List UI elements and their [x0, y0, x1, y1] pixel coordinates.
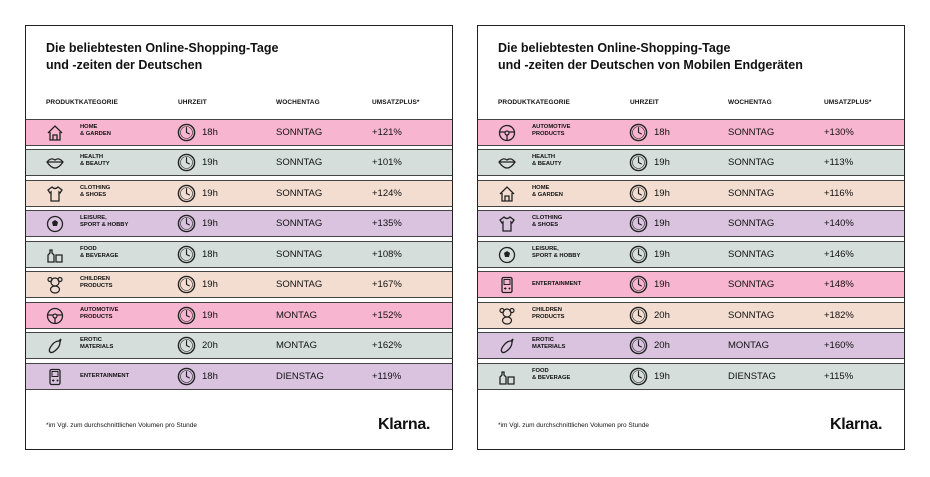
panel-title-line2: und -zeiten der Deutschen	[46, 58, 203, 72]
table-row	[478, 271, 904, 298]
clock-icon	[629, 153, 648, 172]
panel-title	[46, 40, 278, 74]
revenue-value: +121%	[372, 126, 402, 138]
weekday-value: MONTAG	[276, 309, 317, 321]
rows-list	[478, 115, 904, 390]
category-label: HOME & GARDEN	[80, 123, 111, 137]
table-row	[478, 210, 904, 237]
clock-icon	[177, 184, 196, 203]
table-row	[478, 241, 904, 268]
steering-wheel-icon	[498, 124, 516, 142]
category-label: CLOTHING & SHOES	[80, 184, 111, 198]
category-label: CHILDREN PRODUCTS	[532, 306, 565, 320]
clock-icon	[629, 123, 648, 142]
panel-title	[498, 40, 803, 74]
category-label: FOOD & BEVERAGE	[532, 367, 571, 381]
gameboy-icon	[46, 368, 64, 386]
table-row	[478, 180, 904, 207]
revenue-value: +115%	[824, 370, 854, 382]
clock-icon	[629, 214, 648, 233]
time-value: 20h	[202, 340, 218, 351]
revenue-value: +124%	[372, 187, 402, 199]
time-value: 19h	[654, 248, 670, 260]
weekday-value: SONNTAG	[276, 279, 323, 290]
clock-icon	[629, 184, 648, 203]
category-label: EROTIC MATERIALS	[532, 337, 566, 350]
weekday-value: DIENSTAG	[728, 370, 776, 382]
ball-icon	[498, 246, 516, 264]
category-label: HEALTH & BEAUTY	[532, 154, 562, 167]
clock-icon	[629, 306, 648, 325]
revenue-value: +148%	[824, 279, 854, 290]
header-time: UHRZEIT	[178, 99, 207, 106]
bottle-icon	[46, 246, 64, 264]
table-row	[478, 332, 904, 359]
category-label: AUTOMOTIVE PRODUCTS	[80, 306, 119, 320]
revenue-value: +130%	[824, 126, 854, 138]
clock-icon	[177, 214, 196, 233]
weekday-value: MONTAG	[728, 340, 769, 351]
table-row	[26, 180, 452, 207]
revenue-value: +135%	[372, 218, 402, 229]
category-label: LEISURE, SPORT & HOBBY	[532, 245, 581, 259]
clock-icon	[177, 123, 196, 142]
time-value: 19h	[202, 218, 218, 229]
panel-left	[25, 25, 453, 450]
time-value: 19h	[654, 187, 670, 199]
lips-icon	[498, 154, 516, 172]
revenue-value: +119%	[372, 370, 402, 382]
time-value: 19h	[654, 279, 670, 290]
weekday-value: SONNTAG	[728, 218, 775, 229]
category-label: ENTERTAINMENT	[532, 281, 582, 287]
weekday-value: SONNTAG	[276, 218, 323, 229]
time-value: 19h	[654, 218, 670, 229]
time-value: 19h	[202, 157, 218, 168]
panel-right	[477, 25, 905, 450]
header-category: PRODUKTKATEGORIE	[46, 99, 118, 106]
table-row	[26, 302, 452, 329]
category-label: CLOTHING & SHOES	[532, 215, 563, 228]
header-day: WOCHENTAG	[276, 99, 320, 106]
revenue-value: +160%	[824, 340, 854, 351]
lips-icon	[46, 154, 64, 172]
table-row	[478, 363, 904, 390]
category-label: ENTERTAINMENT	[80, 372, 130, 379]
revenue-value: +101%	[372, 157, 402, 168]
table-row	[26, 271, 452, 298]
ball-icon	[46, 215, 64, 233]
bottle-icon	[498, 368, 516, 386]
weekday-value: SONNTAG	[728, 126, 775, 138]
weekday-value: SONNTAG	[276, 248, 323, 260]
clock-icon	[177, 306, 196, 325]
category-label: CHILDREN PRODUCTS	[80, 276, 113, 289]
category-label: FOOD & BEVERAGE	[80, 245, 119, 259]
footnote: *im Vgl. zum durchschnittlichen Volumen pro Stunde	[498, 422, 650, 429]
weekday-value: SONNTAG	[728, 309, 775, 321]
table-row	[26, 210, 452, 237]
klarna-logo: Klarna.	[378, 416, 431, 433]
panel-title-line1: Die beliebtesten Online-Shopping-Tage	[498, 41, 731, 55]
house-icon	[46, 124, 64, 142]
header-day: WOCHENTAG	[728, 99, 772, 106]
header-time: UHRZEIT	[630, 99, 659, 106]
time-value: 19h	[654, 157, 670, 168]
revenue-value: +152%	[372, 309, 402, 321]
header-revenue: UMSATZPLUS*	[372, 99, 420, 106]
weekday-value: SONNTAG	[276, 187, 323, 199]
weekday-value: SONNTAG	[728, 187, 775, 199]
revenue-value: +113%	[824, 157, 854, 168]
time-value: 18h	[202, 248, 218, 260]
time-value: 20h	[654, 309, 670, 321]
eggplant-icon	[498, 337, 516, 355]
table-row	[478, 119, 904, 146]
weekday-value: DIENSTAG	[276, 370, 324, 382]
clock-icon	[629, 245, 648, 264]
clock-icon	[629, 367, 648, 386]
weekday-value: SONNTAG	[728, 248, 775, 260]
weekday-value: SONNTAG	[728, 279, 775, 290]
header-category: PRODUKTKATEGORIE	[498, 99, 570, 106]
table-row	[478, 302, 904, 329]
revenue-value: +146%	[824, 248, 854, 260]
table-row	[26, 363, 452, 390]
rows-list	[26, 115, 452, 390]
clock-icon	[177, 245, 196, 264]
time-value: 19h	[202, 309, 218, 321]
time-value: 19h	[654, 370, 670, 382]
table-row	[26, 119, 452, 146]
tshirt-icon	[498, 215, 516, 233]
clock-icon	[177, 336, 196, 355]
teddy-icon	[498, 307, 516, 325]
weekday-value: SONNTAG	[276, 126, 323, 138]
clock-icon	[629, 275, 648, 294]
revenue-value: +116%	[824, 187, 854, 199]
clock-icon	[629, 336, 648, 355]
klarna-logo: Klarna.	[830, 416, 883, 433]
eggplant-icon	[46, 337, 64, 355]
header-revenue: UMSATZPLUS*	[824, 99, 872, 106]
panel-title-line1: Die beliebtesten Online-Shopping-Tage	[46, 41, 279, 55]
time-value: 19h	[202, 279, 218, 290]
clock-icon	[177, 275, 196, 294]
clock-icon	[177, 367, 196, 386]
time-value: 18h	[202, 126, 218, 138]
category-label: AUTOMOTIVE PRODUCTS	[532, 123, 571, 137]
category-label: HOME & GARDEN	[532, 184, 563, 198]
gameboy-icon	[498, 276, 516, 294]
table-row	[26, 332, 452, 359]
table-row	[478, 149, 904, 176]
revenue-value: +140%	[824, 218, 854, 229]
time-value: 18h	[202, 370, 218, 382]
table-row	[26, 149, 452, 176]
revenue-value: +108%	[372, 248, 402, 260]
time-value: 19h	[202, 187, 218, 199]
time-value: 20h	[654, 340, 670, 351]
revenue-value: +167%	[372, 279, 402, 290]
category-label: LEISURE, SPORT & HOBBY	[80, 215, 129, 228]
steering-wheel-icon	[46, 307, 64, 325]
house-icon	[498, 185, 516, 203]
category-label: EROTIC MATERIALS	[80, 337, 114, 350]
teddy-icon	[46, 276, 64, 294]
weekday-value: MONTAG	[276, 340, 317, 351]
time-value: 18h	[654, 126, 670, 138]
clock-icon	[177, 153, 196, 172]
weekday-value: SONNTAG	[276, 157, 323, 168]
panel-title-line2: und -zeiten der Deutschen von Mobilen Endgeräten	[498, 58, 803, 72]
footnote: *im Vgl. zum durchschnittlichen Volumen pro Stunde	[46, 422, 198, 429]
category-label: HEALTH & BEAUTY	[80, 154, 110, 167]
weekday-value: SONNTAG	[728, 157, 775, 168]
table-row	[26, 241, 452, 268]
tshirt-icon	[46, 185, 64, 203]
revenue-value: +162%	[372, 340, 402, 351]
revenue-value: +182%	[824, 309, 854, 321]
